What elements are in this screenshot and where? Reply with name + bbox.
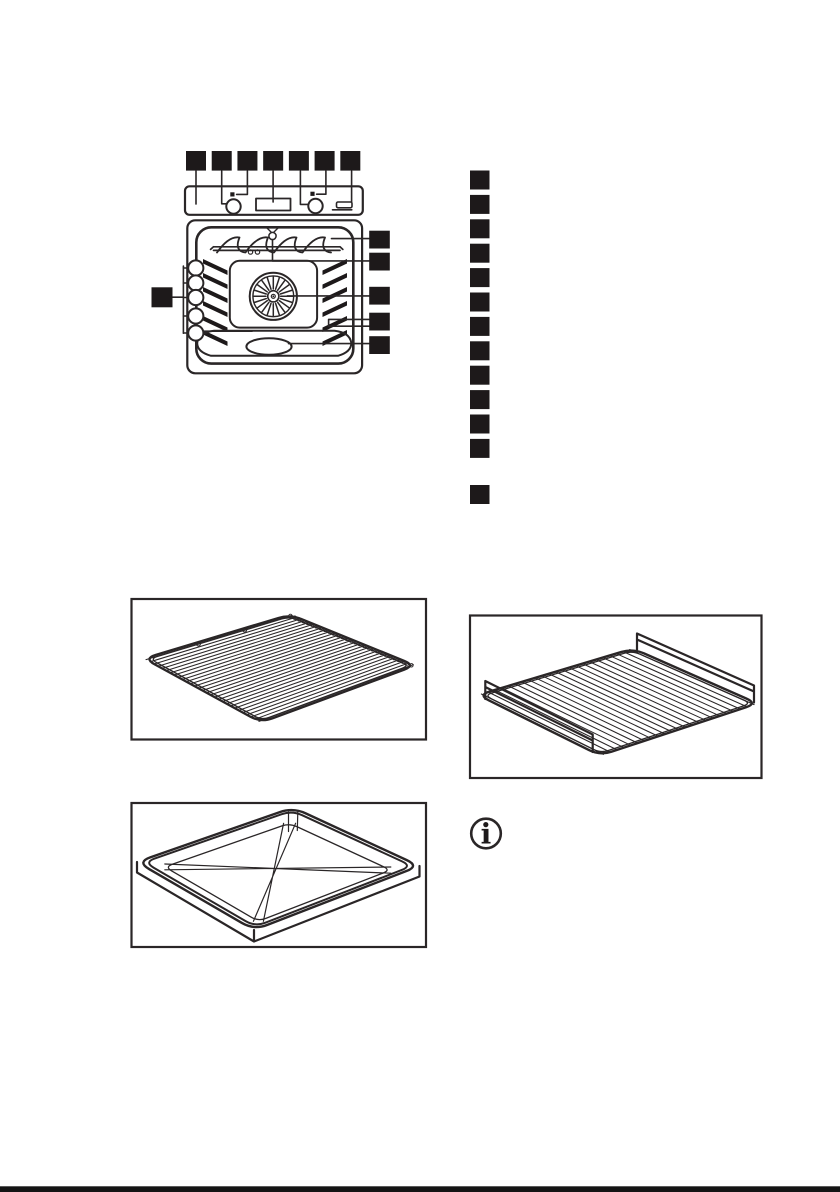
rack-wire: [535, 678, 658, 736]
callout-square-top: [186, 151, 206, 171]
rack-wire: [556, 672, 679, 730]
rack-wire: [616, 654, 740, 710]
shelf-wire: [215, 645, 366, 697]
rack-wire: [549, 674, 672, 732]
shelf-wire: [231, 652, 383, 706]
bracket-lines: [173, 266, 184, 333]
figure-frame: [470, 616, 762, 779]
legend-square: [470, 268, 490, 287]
callout-square-right: [369, 231, 390, 249]
info-icon-glyph: i: [480, 817, 492, 851]
legend-square: [470, 195, 490, 214]
callout-square-top: [340, 151, 360, 171]
shelf-position-circle: [188, 308, 203, 323]
legend-square: [470, 171, 490, 190]
figure-frame: [132, 803, 427, 947]
rack-wire: [502, 688, 624, 748]
callout-square-right: [369, 287, 390, 305]
callout-square-right: [369, 336, 390, 354]
callout-square-top: [315, 151, 335, 171]
door-handle-detail: [337, 202, 353, 208]
shelf-wire: [227, 651, 379, 704]
shelf-position-circle: [188, 290, 203, 305]
shelf-position-circle: [188, 275, 203, 290]
page-bottom-bar: [0, 1186, 840, 1192]
callout-line: [237, 171, 248, 194]
legend-square: [470, 390, 490, 409]
shelf-position-circle: [188, 325, 203, 340]
rack-wire: [576, 666, 700, 723]
rack-wire: [569, 668, 692, 725]
shelf-wire: [255, 663, 409, 719]
rack-back-rail: [637, 634, 754, 703]
rack-wire: [562, 670, 685, 728]
fan-hub-dot: [272, 295, 274, 297]
baking-tray-figure: [132, 803, 427, 947]
shelf-position-circles: [188, 260, 203, 340]
legend-callout-list: [470, 171, 490, 505]
oven-top-callouts: [186, 151, 360, 171]
legend-square: [470, 219, 490, 238]
legend-square: [470, 244, 490, 263]
callout-square-top: [289, 151, 309, 171]
shelf-position-circle: [188, 260, 203, 275]
callout-square-top: [237, 151, 257, 171]
top-callout-lines: [196, 171, 352, 204]
callout-square-top: [212, 151, 232, 171]
oven-knob-left: [226, 199, 240, 213]
legend-square: [470, 439, 490, 458]
oven-right-callouts: [369, 231, 390, 354]
lamp-circle: [269, 232, 276, 239]
grill-element: [211, 237, 343, 254]
callout-square-right: [369, 253, 390, 271]
grill-rack-figure: [470, 616, 762, 779]
oven-knob-right: [308, 199, 322, 213]
callout-line: [300, 171, 308, 204]
legend-square: [470, 317, 490, 336]
callout-square-top: [263, 151, 283, 171]
legend-footnote-square: [470, 485, 490, 504]
oven-cavity: [173, 220, 362, 373]
legend-square: [470, 366, 490, 385]
legend-square: [470, 341, 490, 360]
rack-wire: [488, 692, 610, 752]
bottom-heat-oval: [246, 338, 291, 355]
legend-square: [470, 415, 490, 434]
rack-wire: [522, 682, 645, 741]
rack-wire: [515, 684, 638, 743]
shelf-wire: [223, 649, 375, 702]
oven-left-callouts: [152, 287, 173, 307]
info-icon: [471, 818, 501, 851]
callout-square-left: [152, 287, 173, 307]
tray-wall: [137, 862, 420, 942]
shelf-wire: [211, 644, 362, 695]
legend-square: [470, 293, 490, 312]
callout-line: [317, 171, 326, 194]
indicator-lamp-left: [230, 192, 234, 196]
rack-wire: [589, 662, 713, 719]
wire-shelf-figure: [132, 599, 427, 740]
rack-wire: [495, 690, 617, 750]
indicator-lamp-right: [310, 192, 314, 196]
oven-figure: [152, 151, 390, 373]
callout-square-right: [369, 313, 390, 331]
